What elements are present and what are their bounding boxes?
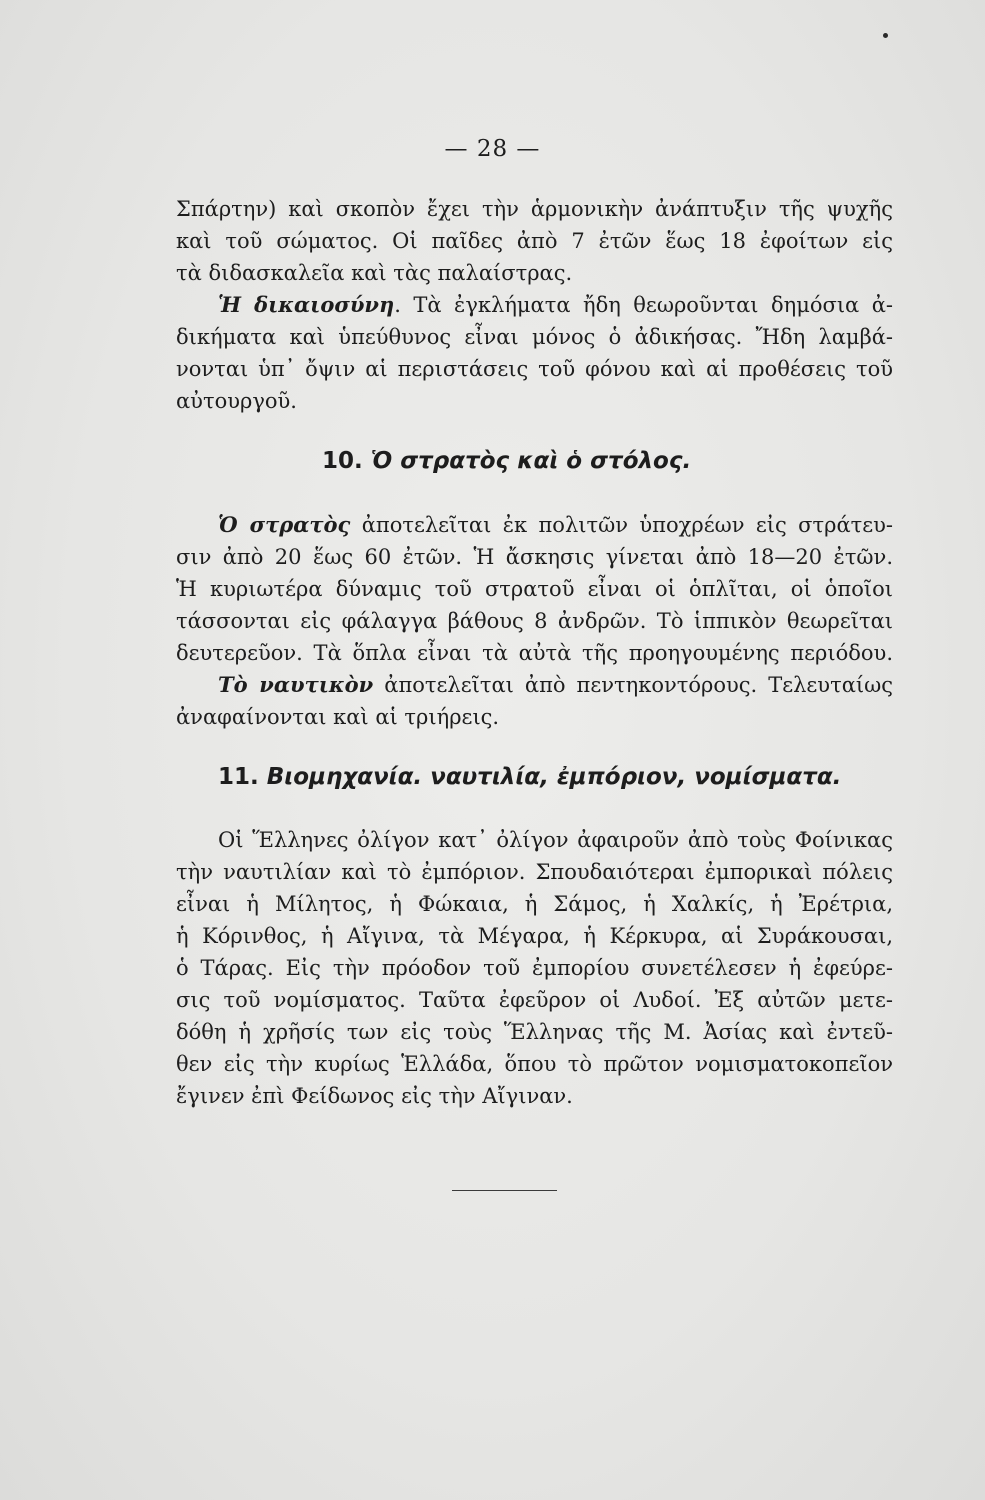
text-run: ἀποτελεῖται ἀπὸ πεντηκοντόρους. Τελευταίως	[373, 673, 893, 697]
text-line: τὰ διδασκαλεῖα καὶ τὰς παλαίστρας.	[176, 261, 573, 285]
text-run: . Τὰ ἐγκλήματα ἤδη θεωροῦνται δημόσια ἀ-	[394, 293, 893, 317]
text-line: ἔγινεν ἐπὶ Φείδωνος εἰς τὴν Αἴγιναν.	[176, 1084, 573, 1108]
text-line: δευτερεῦον. Τὰ ὅπλα εἶναι τὰ αὐτὰ τῆς προηγουμένης περιόδου.	[176, 641, 893, 665]
text-line	[176, 669, 893, 701]
text-line: Ἡ κυριωτέρα δύναμις τοῦ στρατοῦ εἶναι οἱ ὁπλῖται, οἱ ὁποῖοι	[176, 577, 893, 601]
emphasized-term: Τὸ ναυτικὸν	[218, 672, 374, 697]
text-line: ἡ Κόρινθος, ἡ Αἴγινα, τὰ Μέγαρα, ἡ Κέρκυρα, αἱ Συράκουσαι,	[176, 924, 893, 948]
end-rule	[452, 1190, 557, 1191]
paragraph-army	[176, 509, 893, 733]
emphasized-term: Ἡ δικαιοσύνη	[218, 292, 395, 317]
ink-speck	[883, 33, 888, 38]
text-line: Οἱ Ἕλληνες ὀλίγον κατ᾽ ὀλίγον ἀφαιροῦν ἀπὸ τοὺς Φοίνικας	[218, 828, 893, 852]
text-line: Σπάρτην) καὶ σκοπὸν ἔχει τὴν ἁρμονικὴν ἀνάπτυξιν τῆς ψυχῆς	[176, 197, 893, 221]
section-title: Βιομηχανία. ναυτιλία, ἐμπόριον, νομίσματα.	[266, 764, 842, 790]
text-line: θεν εἰς τὴν κυρίως Ἑλλάδα, ὅπου τὸ πρῶτον νομισματοκοπεῖον	[176, 1052, 893, 1076]
text-line: σιν ἀπὸ 20 ἕως 60 ἐτῶν. Ἡ ἄσκησις γίνεται ἀπὸ 18—20 ἐτῶν.	[176, 545, 893, 569]
section-title: Ὁ στρατὸς καὶ ὁ στόλος.	[370, 448, 692, 474]
section-heading-10	[322, 448, 691, 474]
section-heading-11	[218, 764, 841, 790]
text-line: αὐτουργοῦ.	[176, 389, 297, 413]
text-line: νονται ὑπ᾽ ὄψιν αἱ περιστάσεις τοῦ φόνου καὶ αἱ προθέσεις τοῦ	[176, 357, 893, 381]
paragraph-commerce	[176, 824, 893, 1112]
text-line: ὁ Τάρας. Εἰς τὴν πρόοδον τοῦ ἐμπορίου συνετέλεσεν ἡ ἐφεύρε-	[176, 956, 893, 980]
paragraph-continuation	[176, 193, 893, 289]
text-line: τάσσονται εἰς φάλαγγα βάθους 8 ἀνδρῶν. Τὸ ἱππικὸν θεωρεῖται	[176, 609, 893, 633]
text-line: καὶ τοῦ σώματος. Οἱ παῖδες ἀπὸ 7 ἐτῶν ἕως 18 ἐφοίτων εἰς	[176, 229, 893, 253]
text-run: ἀποτελεῖται ἐκ πολιτῶν ὑποχρέων εἰς στράτευ-	[350, 513, 893, 537]
paragraph-justice	[176, 289, 893, 417]
section-number: 11.	[218, 764, 259, 790]
text-line: σις τοῦ νομίσματος. Ταῦτα ἐφεῦρον οἱ Λυδοί. Ἐξ αὐτῶν μετε-	[176, 988, 893, 1012]
text-line: δόθη ἡ χρῆσίς των εἰς τοὺς Ἕλληνας τῆς Μ. Ἀσίας καὶ ἐντεῦ-	[176, 1020, 893, 1044]
page-number: — 28 —	[444, 136, 541, 162]
text-line: ἀναφαίνονται καὶ αἱ τριήρεις.	[176, 705, 500, 729]
text-line: τὴν ναυτιλίαν καὶ τὸ ἐμπόριον. Σπουδαιότεραι ἐμπορικαὶ πόλεις	[176, 860, 893, 884]
text-line: εἶναι ἡ Μίλητος, ἡ Φώκαια, ἡ Σάμος, ἡ Χαλκίς, ἡ Ἐρέτρια,	[176, 892, 893, 916]
text-line: δικήματα καὶ ὑπεύθυνος εἶναι μόνος ὁ ἀδικήσας. Ἤδη λαμβά-	[176, 325, 893, 349]
emphasized-term: Ὁ στρατὸς	[218, 512, 351, 537]
text-line	[176, 509, 893, 541]
text-line	[176, 289, 893, 321]
section-number: 10.	[322, 448, 363, 474]
